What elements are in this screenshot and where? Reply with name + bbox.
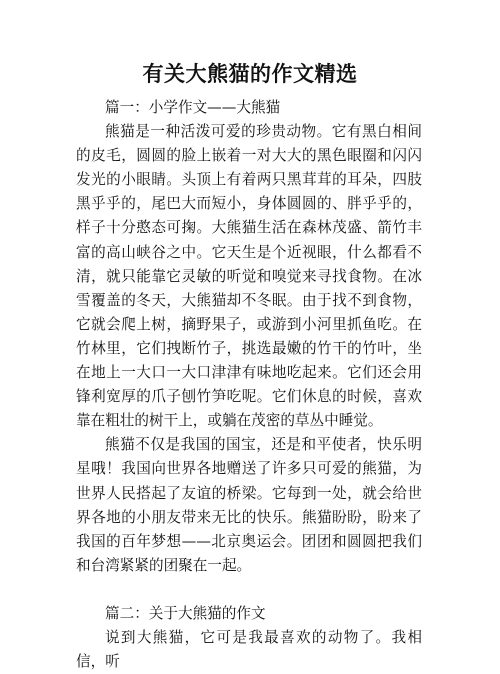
paragraph: 说到大熊猫，它可是我最喜欢的动物了。我相信，听 bbox=[76, 628, 422, 671]
section-heading-1: 篇一：小学作文——大熊猫 bbox=[105, 99, 281, 116]
paragraph: 熊猫不仅是我国的国宝，还是和平使者，快乐明星哦！我国向世界各地赠送了许多只可爱的熊猫，为世界人民搭起了友谊的桥梁。它每到一处，就会给世界各地的小朋友带来无比的快乐。熊猫盼盼，盼来了我国的百年梦想——北京奥运会。团团和圆圆把我们和台湾紧紧的团聚在一起。 bbox=[76, 436, 422, 574]
document-body bbox=[76, 96, 422, 674]
paragraph: 熊猫是一种活泼可爱的珍贵动物。它有黑白相间的皮毛，圆圆的脸上嵌着一对大大的黑色眼圈和闪闪发光的小眼睛。头顶上有着两只黑茸茸的耳朵，四肢黑乎乎的，尾巴大而短小，身体圆圆的、胖乎乎的，样子十分憨态可掬。大熊猫生活在森林茂盛、箭竹丰富的高山峡谷之中。它天生是个近视眼，什么都看不清，就只能靠它灵敏的听觉和嗅觉来寻找食物。在冰雪覆盖的冬天，大熊猫却不冬眠。由于找不到食物，它就会爬上树，摘野果子，或游到小河里抓鱼吃。在竹林里，它们拽断竹子，挑选最嫩的竹干的竹叶，坐在地上一大口一大口津津有味地吃起来。它们还会用锋利宽厚的爪子刨竹笋吃呢。它们休息的时候，喜欢靠在粗壮的树干上，或躺在茂密的草丛中睡觉。 bbox=[76, 123, 422, 430]
document-title: 有关大熊猫的作文精选 bbox=[142, 62, 358, 86]
section-spacer bbox=[76, 578, 422, 602]
section-heading-2: 篇二：关于大熊猫的作文 bbox=[105, 604, 266, 622]
